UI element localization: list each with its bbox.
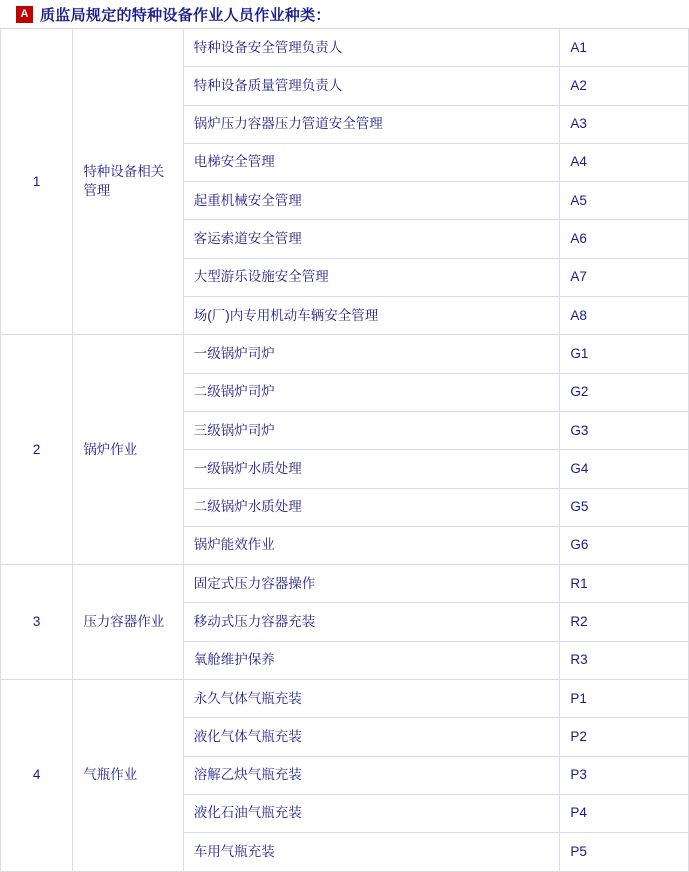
page-title: 质监局规定的特种设备作业人员作业种类： [40, 6, 331, 24]
occupation-code-cell: P5 [560, 833, 689, 871]
occupation-code-cell: A4 [560, 143, 689, 181]
occupation-name-cell: 电梯安全管理 [183, 143, 560, 181]
table-row [1, 680, 689, 718]
occupation-name-cell: 大型游乐设施安全管理 [183, 258, 560, 296]
occupation-code-cell: A5 [560, 182, 689, 220]
group-name-cell: 特种设备相关管理 [73, 29, 183, 335]
occupation-name-cell: 车用气瓶充装 [183, 833, 560, 871]
occupation-name-cell: 氧舱维护保养 [183, 641, 560, 679]
document-header [0, 0, 689, 28]
occupation-name-cell: 固定式压力容器操作 [183, 565, 560, 603]
occupation-name-cell: 溶解乙炔气瓶充装 [183, 756, 560, 794]
occupation-code-cell: A2 [560, 67, 689, 105]
occupation-code-cell: A8 [560, 297, 689, 335]
occupation-code-cell: P4 [560, 794, 689, 832]
occupation-name-cell: 液化气体气瓶充装 [183, 718, 560, 756]
group-name-cell: 锅炉作业 [73, 335, 183, 565]
group-number-cell: 3 [1, 565, 73, 680]
occupation-name-cell: 场(厂)内专用机动车辆安全管理 [183, 297, 560, 335]
occupation-name-cell: 液化石油气瓶充装 [183, 794, 560, 832]
occupation-name-cell: 锅炉能效作业 [183, 526, 560, 564]
group-name-cell: 气瓶作业 [73, 680, 183, 871]
table-row [1, 335, 689, 373]
occupation-code-cell: A6 [560, 220, 689, 258]
occupation-code-cell: G5 [560, 488, 689, 526]
occupation-name-cell: 特种设备质量管理负责人 [183, 67, 560, 105]
occupation-code-cell: R1 [560, 565, 689, 603]
occupation-name-cell: 永久气体气瓶充装 [183, 680, 560, 718]
occupation-category-table [0, 28, 689, 872]
occupation-code-cell: G3 [560, 411, 689, 449]
occupation-code-cell: R3 [560, 641, 689, 679]
occupation-code-cell: A7 [560, 258, 689, 296]
occupation-code-cell: P1 [560, 680, 689, 718]
occupation-code-cell: G6 [560, 526, 689, 564]
occupation-code-cell: G1 [560, 335, 689, 373]
occupation-name-cell: 三级锅炉司炉 [183, 411, 560, 449]
occupation-name-cell: 客运索道安全管理 [183, 220, 560, 258]
occupation-name-cell: 二级锅炉水质处理 [183, 488, 560, 526]
occupation-code-cell: G4 [560, 450, 689, 488]
occupation-name-cell: 二级锅炉司炉 [183, 373, 560, 411]
occupation-code-cell: R2 [560, 603, 689, 641]
section-badge-icon: A [16, 6, 33, 23]
occupation-name-cell: 特种设备安全管理负责人 [183, 29, 560, 67]
group-number-cell: 2 [1, 335, 73, 565]
occupation-name-cell: 一级锅炉司炉 [183, 335, 560, 373]
occupation-name-cell: 一级锅炉水质处理 [183, 450, 560, 488]
occupation-name-cell: 锅炉压力容器压力管道安全管理 [183, 105, 560, 143]
occupation-code-cell: G2 [560, 373, 689, 411]
occupation-name-cell: 起重机械安全管理 [183, 182, 560, 220]
table-row [1, 565, 689, 603]
group-number-cell: 4 [1, 680, 73, 871]
table-body [1, 29, 689, 872]
group-name-cell: 压力容器作业 [73, 565, 183, 680]
occupation-code-cell: A1 [560, 29, 689, 67]
occupation-code-cell: A3 [560, 105, 689, 143]
occupation-code-cell: P3 [560, 756, 689, 794]
occupation-name-cell: 移动式压力容器充装 [183, 603, 560, 641]
group-number-cell: 1 [1, 29, 73, 335]
table-row [1, 29, 689, 67]
occupation-code-cell: P2 [560, 718, 689, 756]
